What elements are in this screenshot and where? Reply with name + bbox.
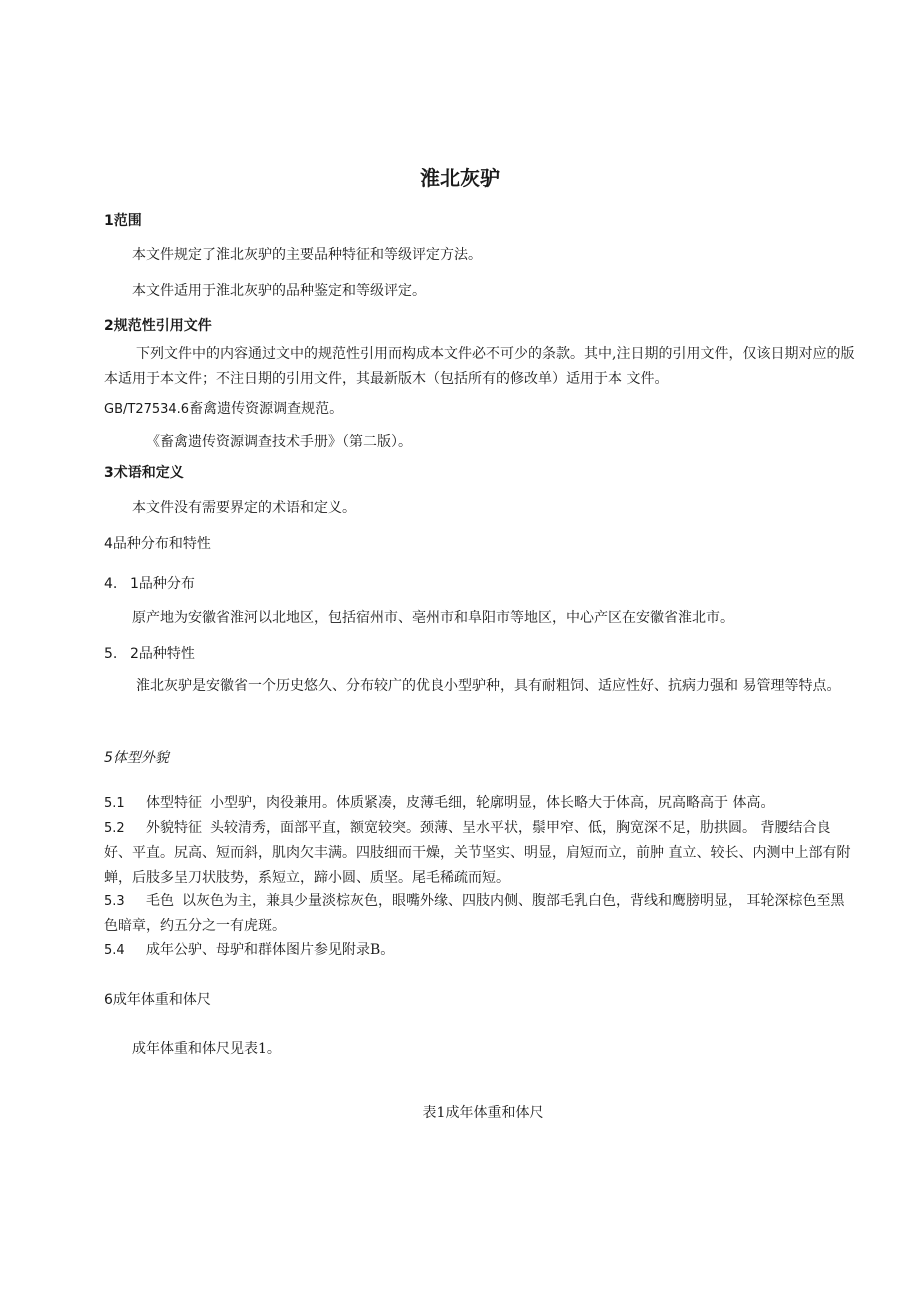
reference-2: 《畜禽遗传资源调查技术手册》（第二版）。 [146,434,412,450]
item-5-4-number: 5.4 [104,943,125,958]
item-5-3-number: 5.3 [104,894,125,909]
section-3-heading: 3术语和定义 [104,465,184,481]
item-5-1 [104,791,856,816]
item-5-2-number: 5.2 [104,821,125,836]
section-5-heading: 5体型外貌 [104,750,169,766]
item-5-2 [104,816,856,891]
reference-1-title: 畜禽遗传资源调查规范。 [189,401,344,417]
section-2-paragraph: 下列文件中的内容通过文中的规范性引用而构成本文件必不可少的条款。其中,注日期的引用文件，仅该日期对应的版本适用于本文件；不注日期的引用文件，其最新版木（包括所有的修改单）适用于本 文件。 [104,346,855,387]
item-5-3-text: 以灰色为主，兼具少量淡棕灰色，眼嘴外缘、四肢内侧、腹部毛乳白色，背线和鹰膀明显， 耳轮深棕色至黑色暗章，约五分之一有虎斑。 [104,893,845,934]
subsection-4-2-number: 5. [104,646,118,662]
table-1-caption: 表1成年体重和体尺 [422,1105,544,1121]
section-6-heading: 6成年体重和体尺 [104,992,211,1008]
subsection-4-1-number: 4. [104,576,118,592]
reference-1-code: GB/T27534.6 [104,402,190,417]
subsection-4-2-title: 2品种特性 [130,646,195,662]
subsection-4-1-heading [104,573,195,593]
section-6-paragraph: 成年体重和体尺见表1。 [132,1041,281,1057]
subsection-4-2-paragraph: 淮北灰驴是安徽省一个历史悠久、分布较广的优良小型驴种，具有耐粗饲、适应性好、抗病力强和 易管理等特点。 [136,678,841,694]
subsection-4-1-paragraph: 原产地为安徽省淮河以北地区，包括宿州市、亳州市和阜阳市等地区，中心产区在安徽省淮北市。 [132,610,734,626]
section-4-heading: 4品种分布和特性 [104,536,211,552]
section-1-heading: 1范围 [104,213,142,229]
subsection-4-1-title: 1品种分布 [130,576,195,592]
reference-1 [104,398,343,418]
section-1-paragraph-2: 本文件适用于淮北灰驴的品种鉴定和等级评定。 [132,283,426,299]
subsection-4-2-heading [104,643,195,663]
section-3-paragraph: 本文件没有需要界定的术语和定义。 [132,500,356,516]
item-5-4 [104,938,856,963]
item-5-2-label: 外貌特征 [146,820,202,836]
item-5-1-label: 体型特征 [146,795,202,811]
item-5-3-label: 毛色 [146,893,174,909]
item-5-1-number: 5.1 [104,796,125,811]
item-5-1-text: 小型驴，肉役兼用。体质紧凑，皮薄毛细，轮廓明显，体长略大于体高，尻高略高于 体高。 [210,795,775,811]
document-title: 淮北灰驴 [420,166,500,190]
item-5-3 [104,889,856,939]
section-2-heading: 2规范性引用文件 [104,318,212,334]
item-5-4-text: 成年公驴、母驴和群体图片参见附录B。 [146,942,395,958]
section-1-paragraph-1: 本文件规定了淮北灰驴的主要品种特征和等级评定方法。 [132,247,482,263]
item-5-2-text: 头较清秀，面部平直，额宽较突。颈薄、呈水平状，鬃甲窄、低，胸宽深不足，肋拱圆。 背腰结合良好、平直。尻高、短而斜，肌肉欠丰满。四肢细而干燥，关节坚实、明显，肩短而立，前肿 直立、较长、内测中上部有附蝉，后肢多呈刀状肢势，系短立，蹄小圆、质坚。尾毛稀疏而短。 [104,820,851,886]
